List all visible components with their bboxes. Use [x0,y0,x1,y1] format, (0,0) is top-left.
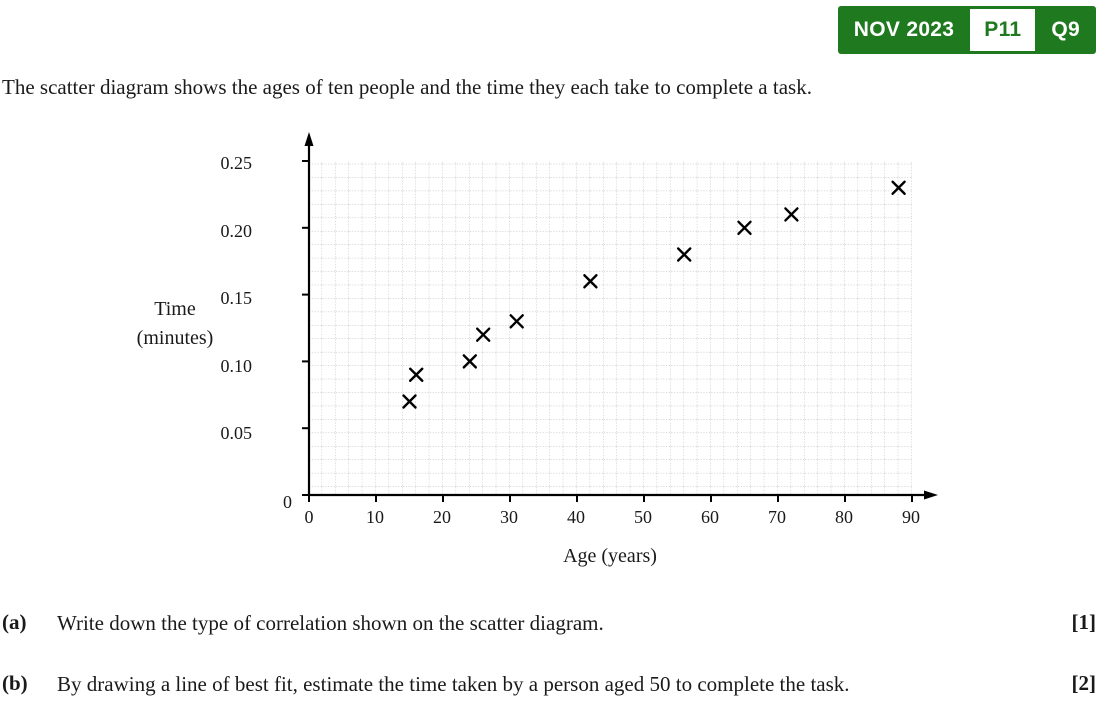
part-b-text: By drawing a line of best fit, estimate the time taken by a person aged 50 to complete the task. [57,672,850,696]
x-tick-label-2: 20 [433,507,451,527]
x-tick-label-5: 50 [634,507,652,527]
x-tick-label-4: 40 [567,507,585,527]
x-axis-title: Age (years) [563,545,657,567]
part-a-text: Write down the type of correlation shown on the scatter diagram. [57,611,604,635]
y-axis-arrow [305,132,314,146]
part-a-marks: [1] [1071,610,1096,634]
paper-code-label: P11 [970,9,1035,51]
scatter-diagram [0,110,1100,590]
question-number-label: Q9 [1051,18,1080,41]
y-tick-label-0: 0 [283,492,292,512]
scatter-plot-canvas [0,110,1100,590]
x-tick-label-6: 60 [701,507,719,527]
x-tick-label-9: 90 [902,507,920,527]
part-b-label: (b) [2,671,28,695]
x-axis-arrow [924,491,938,500]
part-b-marks: [2] [1071,671,1096,695]
question-stem-text: The scatter diagram shows the ages of ten people and the time they each take to complete a task. [2,75,812,99]
plot-grid [309,161,912,495]
exam-session-label: NOV 2023 [853,18,955,41]
part-a-label: (a) [2,610,27,634]
y-axis-title-line2: (minutes) [136,327,214,349]
x-tick-label-1: 10 [366,507,384,527]
y-tick-label-1: 0.05 [220,423,252,443]
x-tick-label-8: 80 [835,507,853,527]
y-tick-label-4: 0.20 [220,221,252,241]
x-tick-label-0: 0 [304,507,314,527]
y-axis-title-line1: Time [154,298,196,320]
x-tick-label-7: 70 [768,507,786,527]
y-tick-label-5: 0.25 [220,153,252,173]
y-tick-label-2: 0.10 [220,356,252,376]
question-header-badge [838,6,1096,54]
y-tick-label-3: 0.15 [220,288,252,308]
x-tick-label-3: 30 [500,507,518,527]
